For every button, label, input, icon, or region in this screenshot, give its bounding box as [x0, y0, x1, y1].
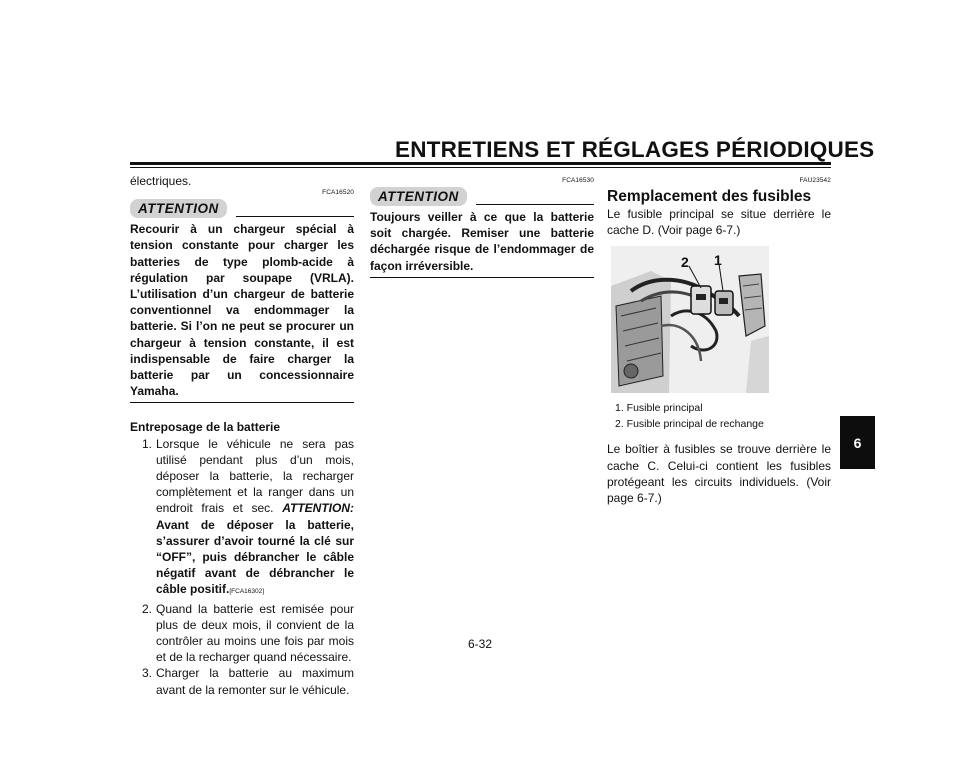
list-item-text: Quand la batterie est remisée pour plus de deux mois, il convient de la contrôler au moins une fois par mois et de la recharger quand nécessaire.: [156, 601, 354, 665]
section-code: FAU23542: [799, 177, 831, 184]
attention-text: Recourir à un chargeur spécial à tension constante pour charger les batteries de type plomb-acide à régulation par soupape (VRLA). L’utilisation d’un chargeur de batterie conventionnel va endommager la batterie. Si l’on ne peut se procurer un chargeur à tension constante, il est indispensable de faire charger la batterie par un concessionnaire Yamaha.: [130, 221, 354, 403]
intro-text: électriques.: [130, 174, 192, 188]
chapter-tab[interactable]: [840, 416, 875, 469]
attention-text: Toujours veiller à ce que la batterie soit chargée. Remiser une batterie déchargée risque de l’endommager de façon irréversible.: [370, 209, 594, 278]
list-item-text: Charger la batterie au maximum avant de la remonter sur le véhicule.: [156, 666, 354, 697]
column-2: [370, 177, 594, 278]
list-item: [130, 601, 354, 666]
chapter-tab-label: 6: [853, 434, 862, 451]
page-number: 6-32: [468, 637, 493, 651]
callout-label-2: 2: [681, 254, 689, 271]
attention-header: [130, 199, 354, 218]
column-1: [130, 173, 354, 698]
page-title: ENTRETIENS ET RÉGLAGES PÉRIODIQUES: [395, 137, 875, 162]
inline-attention-code: [FCA16302]: [229, 588, 265, 596]
section-title: Entreposage de la batterie: [130, 420, 281, 435]
attention-code: FCA16520: [322, 189, 354, 197]
header-rule-thick: [130, 162, 831, 165]
caption-item: 1. Fusible principal: [615, 402, 703, 415]
fuse-photo-illustration: [611, 246, 769, 393]
inline-attention: [156, 501, 354, 596]
figure-caption: [615, 401, 831, 432]
header-rule-thin: [130, 167, 831, 168]
attention-rule: [476, 204, 594, 205]
attention-badge: ATTENTION: [370, 187, 467, 206]
callout-label-1: 1: [714, 252, 722, 269]
column-3: [607, 177, 831, 506]
list-item-text: Lorsque le véhicule ne sera pas utilisé pendant plus d’un mois, déposer la batterie, la recharger complètement et la ranger dans un endroit frais et sec.: [156, 436, 354, 516]
inline-attention-text: Avant de déposer la batterie, s’assurer d’avoir tourné la clé sur “OFF”, puis débrancher le câble négatif avant de débrancher le câble positif.: [156, 517, 354, 597]
list-item: [130, 665, 354, 697]
list-number: 1.: [141, 436, 152, 451]
caption-item: 2. Fusible principal de rechange: [615, 418, 764, 431]
section-heading: Remplacement des fusibles: [607, 188, 812, 205]
fuse-box-text: Le boîtier à fusibles se trouve derrière le cache C. Celui-ci contient les fusibles protégeant les circuits individuels. (Voir page 6-7.): [607, 442, 831, 506]
fuse-location-text: Le fusible principal se situe derrière le cache D. (Voir page 6-7.): [607, 207, 831, 238]
list-number: 3.: [141, 666, 152, 681]
attention-rule: [236, 216, 354, 217]
list-text: [156, 436, 354, 601]
inline-attention-label: ATTENTION:: [282, 501, 354, 516]
attention-code: FCA16530: [562, 177, 594, 184]
attention-badge: ATTENTION: [130, 199, 227, 218]
attention-header: [370, 187, 594, 206]
fuse-photo: [611, 246, 769, 393]
list-number: 2.: [141, 601, 152, 616]
list-item: [130, 436, 354, 601]
